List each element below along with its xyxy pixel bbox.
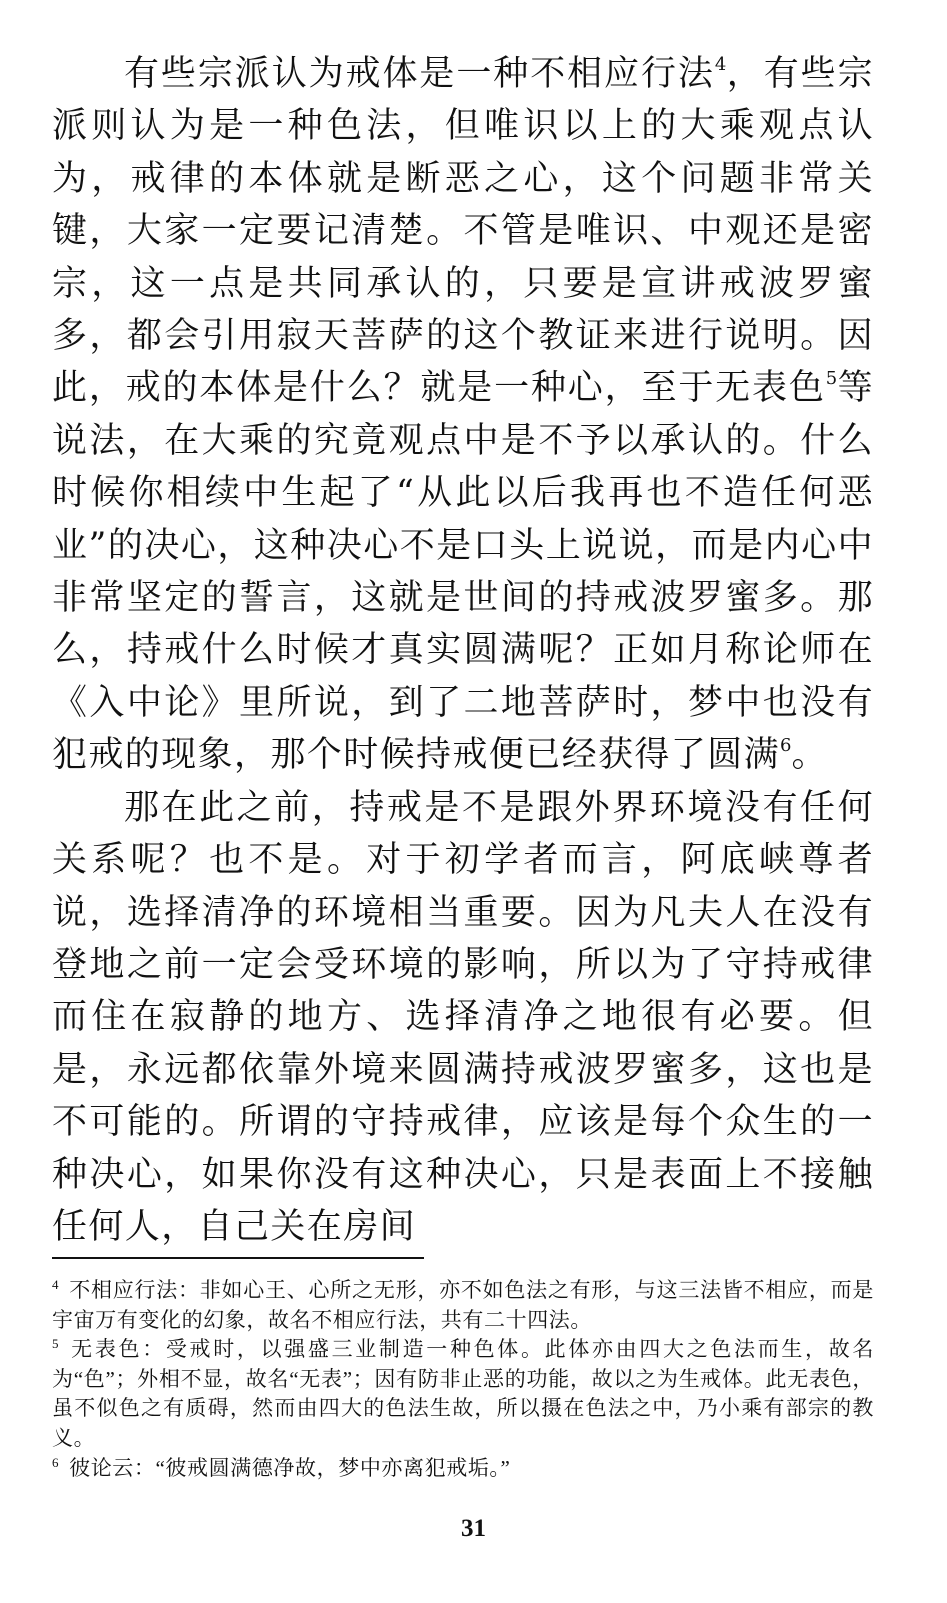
page-number: 31: [461, 1515, 486, 1542]
footnote-ref-5: 5: [825, 368, 838, 390]
paragraph-1-part-1: 有些宗派认为戒体是一种不相应行法: [124, 54, 715, 94]
footnote-4: [52, 1276, 874, 1335]
footnote-text: 彼论云：“彼戒圆满德净故，梦中亦离犯戒垢。”: [69, 1455, 511, 1480]
footnote-mark: 6: [52, 1454, 60, 1470]
footnote-5: [52, 1335, 874, 1453]
footnote-text: 无表色：受戒时，以强盛三业制造一种色体。此体亦由四大之色法而生，故名为“色”；外相不显，故名“无表”；因有防非止恶的功能，故以之为生戒体。此无表色，虽不似色之有质碍，然而由四大的色法生故，所以摄在色法之中，乃小乘有部宗的教义。: [52, 1337, 874, 1450]
main-text: [52, 48, 874, 1253]
paragraph-1: [52, 48, 874, 782]
footnote-ref-4: 4: [714, 54, 727, 75]
paragraph-2: 那在此之前，持戒是不是跟外界环境没有任何关系呢？也不是。对于初学者而言，阿底峡尊者说，选择清净的环境相当重要。因为凡夫人在没有登地之前一定会受环境的影响，所以为了守持戒律而住在寂静的地方、选择清净之地很有必要。但是，永远都依靠外境来圆满持戒波罗蜜多，这也是不可能的。所谓的守持戒律，应该是每个众生的一种决心，如果你没有这种决心，只是表面上不接触任何人，自己关在房间: [52, 787, 874, 1247]
footnote-mark: 5: [52, 1336, 60, 1352]
paragraph-1-part-2: ，有些宗派则认为是一种色法，但唯识以上的大乘观点认为，戒律的本体就是断恶之心，这个问题非常关键，大家一定要记清楚。不管是唯识、中观还是密宗，这一点是共同承认的，只要是宣讲戒波罗蜜多，都会引用寂天菩萨的这个教证来进行说明。因此，戒的本体是什么？就是一种心，至于无表色: [52, 54, 874, 409]
footnote-mark: 4: [52, 1277, 60, 1292]
footnote-text: 不相应行法：非如心王、心所之无形，亦不如色法之有形，与这三法皆不相应，而是宇宙万有变化的幻象，故名不相应行法，共有二十四法。: [52, 1278, 874, 1332]
paragraph-1-part-3: 等说法，在大乘的究竟观点中是不予以承认的。什么时候你相续中生起了“从此以后我再也不造任何恶业”的决心，这种决心不是口头上说说，而是内心中非常坚定的誓言，这就是世间的持戒波罗蜜多。那么，持戒什么时候才真实圆满呢？正如月称论师在《入中论》里所说，到了二地菩萨时，梦中也没有犯戒的现象，那个时候持戒便已经获得了圆满: [52, 368, 874, 776]
footnotes: [52, 1276, 874, 1483]
paragraph-1-part-4: 。: [791, 735, 828, 776]
footnote-6: [52, 1454, 874, 1484]
footnote-ref-6: 6: [780, 735, 792, 757]
footnote-divider: [52, 1257, 424, 1259]
